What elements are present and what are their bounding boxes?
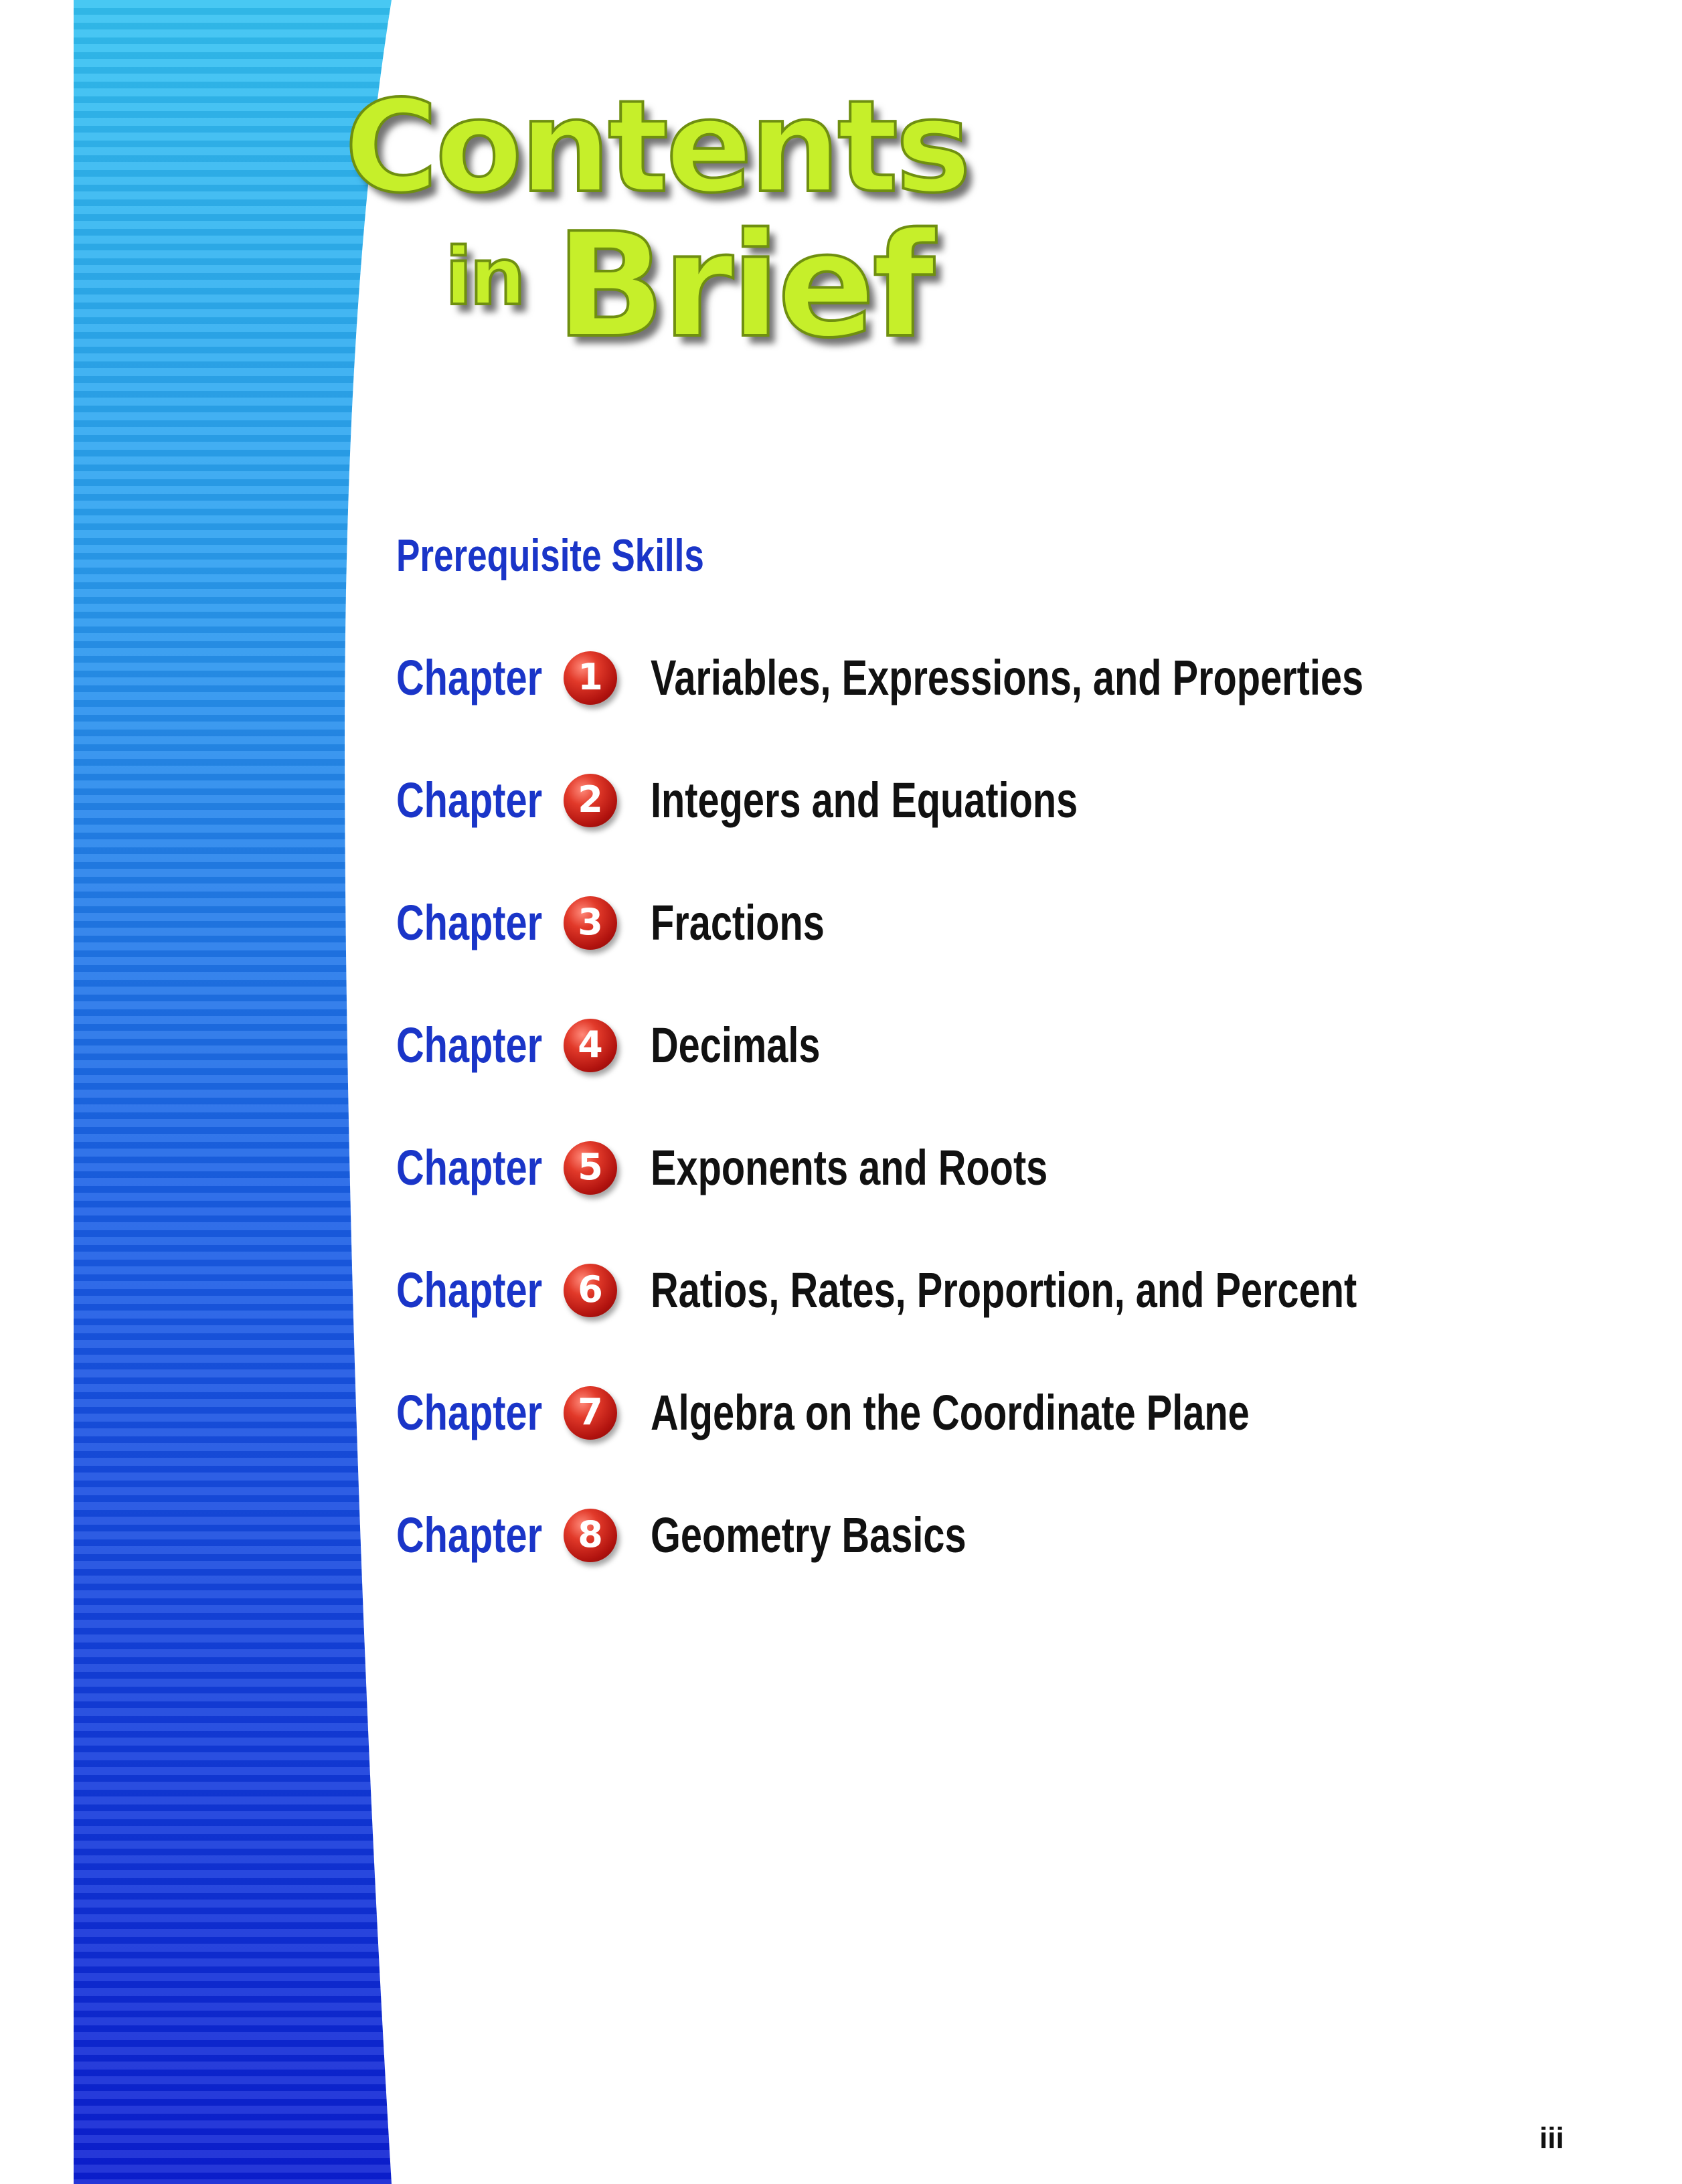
chapter-row-6[interactable] — [396, 1250, 1601, 1331]
chapter-row-4[interactable] — [396, 1005, 1601, 1086]
chapter-number-badge — [564, 1019, 617, 1072]
chapter-label: Chapter — [396, 895, 543, 950]
chapter-number-badge — [564, 896, 617, 950]
chapter-number: 6 — [578, 1268, 603, 1311]
chapter-number: 3 — [578, 901, 603, 943]
chapter-row-3[interactable] — [396, 883, 1601, 963]
chapter-title: Variables, Expressions, and Properties — [651, 650, 1364, 705]
chapter-title: Fractions — [651, 895, 825, 950]
chapter-label: Chapter — [396, 1140, 543, 1195]
chapter-label: Chapter — [396, 1507, 543, 1563]
chapter-row-8[interactable] — [396, 1495, 1601, 1576]
chapter-title: Decimals — [651, 1017, 821, 1073]
chapter-number: 7 — [578, 1391, 603, 1433]
prerequisite-skills-link[interactable]: Prerequisite Skills — [396, 530, 704, 581]
chapter-row-7[interactable] — [396, 1373, 1601, 1453]
chapter-label: Chapter — [396, 1017, 543, 1073]
chapter-number-badge — [564, 651, 617, 705]
chapter-row-1[interactable] — [396, 638, 1601, 718]
chapter-title: Algebra on the Coordinate Plane — [651, 1385, 1250, 1440]
chapter-row-5[interactable] — [396, 1128, 1601, 1208]
chapter-label: Chapter — [396, 650, 543, 705]
title-brief: Brief — [556, 201, 932, 369]
chapter-title: Ratios, Rates, Proportion, and Percent — [651, 1262, 1357, 1318]
chapter-label: Chapter — [396, 1262, 543, 1318]
chapter-number: 2 — [578, 778, 603, 821]
chapter-number: 5 — [578, 1146, 603, 1188]
title-in: in — [445, 230, 523, 323]
chapter-label: Chapter — [396, 1385, 543, 1440]
chapter-number-badge — [564, 774, 617, 827]
chapter-number-badge — [564, 1386, 617, 1440]
chapter-number-badge — [564, 1264, 617, 1317]
page-number: iii — [1539, 2122, 1564, 2155]
chapter-title: Geometry Basics — [651, 1507, 966, 1563]
chapter-number: 1 — [578, 656, 603, 698]
title-contents: Contents — [345, 73, 969, 221]
chapter-row-2[interactable] — [396, 760, 1601, 841]
chapter-number-badge — [564, 1141, 617, 1195]
chapter-number: 4 — [578, 1023, 603, 1066]
chapter-number: 8 — [578, 1513, 603, 1556]
chapter-title: Exponents and Roots — [651, 1140, 1048, 1195]
chapter-title: Integers and Equations — [651, 772, 1078, 828]
chapter-number-badge — [564, 1509, 617, 1562]
chapter-label: Chapter — [396, 772, 543, 828]
